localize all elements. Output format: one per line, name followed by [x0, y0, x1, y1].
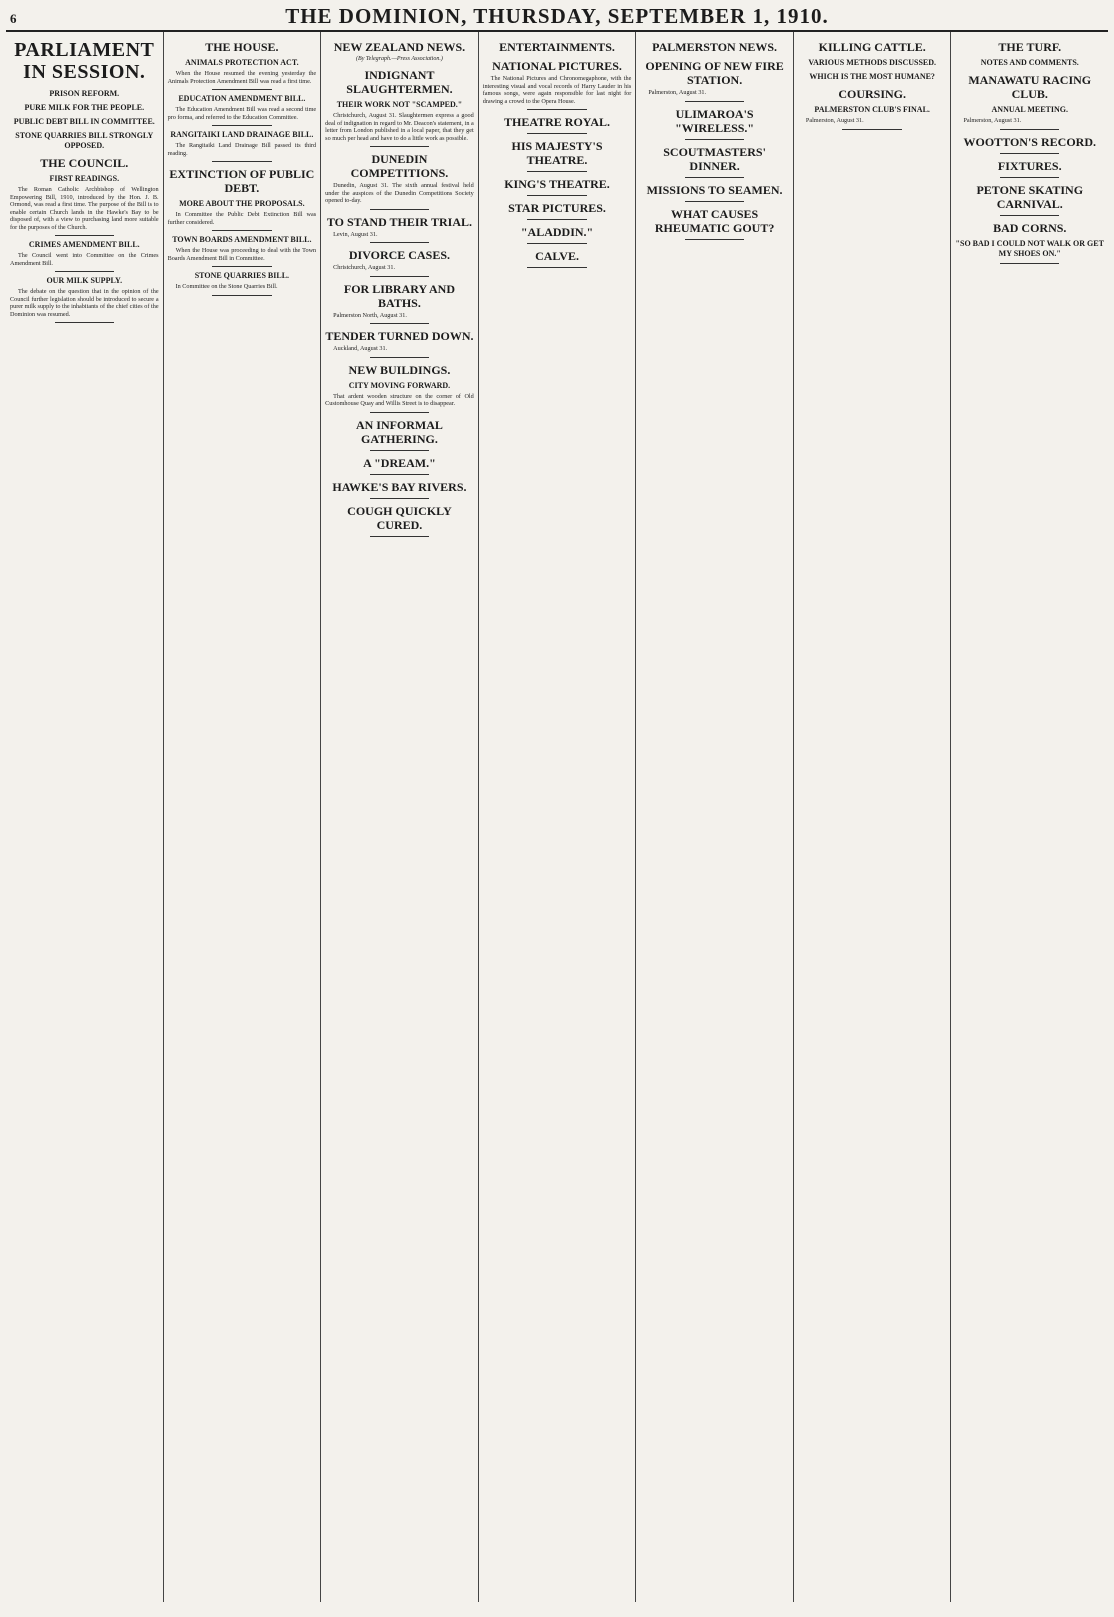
rule-divider: [685, 239, 744, 240]
rule-divider: [1000, 153, 1059, 154]
article: [955, 221, 1104, 264]
column-6: [794, 32, 952, 1602]
article: [955, 183, 1104, 216]
article: [325, 68, 474, 147]
article: [325, 282, 474, 325]
column-2: [164, 32, 322, 1602]
article-subtitle: THEIR WORK NOT "SCAMPED.": [336, 100, 463, 109]
article-text: That ardent wooden structure on the corner of Old Customhouse Quay and Willis Street is to disappear.: [325, 392, 474, 407]
article-title: HAWKE'S BAY RIVERS.: [332, 479, 467, 494]
column-5: [636, 32, 794, 1602]
article-subtitle: CRIMES AMENDMENT BILL.: [28, 240, 140, 249]
article: [168, 40, 317, 90]
article-title: AN INFORMAL GATHERING.: [355, 417, 443, 446]
article: [640, 207, 789, 240]
rule-divider: [1000, 177, 1059, 178]
article-text: When the House resumed the evening yesterday the Animals Protection Amendment Bill was read a first time.: [167, 70, 317, 85]
article-title: TO STAND THEIR TRIAL.: [326, 214, 473, 229]
article: [483, 225, 632, 244]
article: [955, 159, 1104, 178]
article-subtitle: ANIMALS PROTECTION ACT.: [185, 58, 299, 67]
article-title: DIVORCE CASES.: [348, 248, 450, 262]
article: [325, 418, 474, 451]
rule-divider: [527, 219, 586, 220]
article: [168, 130, 317, 162]
article-subtitle: STONE QUARRIES BILL.: [194, 271, 290, 280]
rule-divider: [1000, 263, 1059, 264]
article-text: Palmerston North, August 31.: [333, 311, 407, 319]
article: [955, 73, 1104, 130]
article: [640, 145, 789, 178]
headline-deck: WHICH IS THE MOST HUMANE?: [809, 72, 935, 81]
rule-divider: [370, 146, 429, 147]
article: [798, 87, 947, 130]
newspaper-page: [6, 4, 1108, 1604]
rule-divider: [370, 474, 429, 475]
headline-deck: STONE QUARRIES BILL STRONGLY OPPOSED.: [15, 131, 154, 150]
rule-divider: [842, 129, 901, 130]
article: [640, 183, 789, 202]
article-subtitle: TOWN BOARDS AMENDMENT BILL.: [172, 235, 312, 244]
rule-divider: [212, 161, 271, 162]
article-title: WHAT CAUSES RHEUMATIC GOUT?: [654, 206, 775, 235]
article-title: KING'S THEATRE.: [504, 177, 610, 191]
article-title: PETONE SKATING CARNIVAL.: [976, 182, 1084, 211]
article-text: Dunedin, August 31. The sixth annual festival held under the auspices of the Dunedin Competitions Society opened to-day.: [325, 182, 474, 204]
article: [325, 152, 474, 210]
column-headline: PALMERSTON NEWS.: [652, 40, 778, 54]
rule-divider: [685, 101, 744, 102]
article: [483, 115, 632, 134]
rule-divider: [370, 536, 429, 537]
article-title: THE HOUSE.: [205, 40, 279, 54]
rule-divider: [370, 323, 429, 324]
article-text: Palmerston, August 31.: [963, 117, 1022, 124]
rule-divider: [527, 195, 586, 196]
article: [10, 276, 159, 323]
article-text: The Roman Catholic Archbishop of Wellington Empowering Bill, 1910, introduced by the Hon. J. B. Ormond, was read a first time. The purpose of the Bill is to enable certain Church lands in the Hawke's Bay to be disposed of, with a view to purchasing land more suitable for the purposes of the Church.: [10, 186, 159, 231]
column-headline: ENTERTAINMENTS.: [499, 40, 615, 54]
article-title: ULIMAROA'S "WIRELESS.": [675, 106, 755, 135]
article-title: TENDER TURNED DOWN.: [325, 329, 474, 343]
rule-divider: [685, 201, 744, 202]
headline-deck: NOTES AND COMMENTS.: [980, 58, 1079, 67]
article: [483, 59, 632, 110]
article-text: In Committee the Public Debt Extinction Bill was further considered.: [167, 211, 317, 226]
article-text: The debate on the question that in the opinion of the Council further legislation should be introduced to secure a purer milk supply to the inhabitants of the chief cities of the Dominion was resumed.: [10, 288, 159, 318]
article-subtitle: MORE ABOUT THE PROPOSALS.: [179, 199, 305, 208]
article: [10, 156, 159, 236]
rule-divider: [55, 322, 114, 323]
article-title: INDIGNANT SLAUGHTERMEN.: [346, 68, 453, 96]
press-credit: (By Telegraph.—Press Association.): [356, 56, 443, 62]
article-title: EXTINCTION OF PUBLIC DEBT.: [169, 167, 315, 195]
headline-deck: PRISON REFORM.: [49, 89, 120, 98]
article-subtitle: CITY MOVING FORWARD.: [348, 380, 451, 390]
article-subtitle: ANNUAL MEETING.: [991, 105, 1068, 114]
article-text: Auckland, August 31.: [333, 345, 388, 352]
article-title: MANAWATU RACING CLUB.: [968, 73, 1092, 101]
article-title: THE COUNCIL.: [40, 156, 129, 170]
rule-divider: [685, 139, 744, 140]
article: [325, 504, 474, 537]
article: [483, 177, 632, 196]
article-title: NATIONAL PICTURES.: [492, 59, 622, 73]
article: [168, 271, 317, 296]
rule-divider: [527, 171, 586, 172]
article-subtitle: FIRST READINGS.: [49, 174, 120, 183]
article-text: When the House was proceeding to deal with the Town Boards Amendment Bill in Committee.: [167, 247, 317, 262]
page-number: 6: [10, 11, 17, 26]
article-title: MISSIONS TO SEAMEN.: [646, 182, 783, 197]
article-title: BAD CORNS.: [993, 220, 1067, 235]
article: [483, 139, 632, 172]
rule-divider: [370, 412, 429, 413]
rule-divider: [527, 133, 586, 134]
rule-divider: [527, 267, 586, 268]
article-subtitle: OUR MILK SUPPLY.: [46, 276, 123, 285]
article-title: OPENING OF NEW FIRE STATION.: [645, 59, 784, 87]
article-title: FIXTURES.: [997, 158, 1062, 173]
article-subtitle: EDUCATION AMENDMENT BILL.: [178, 94, 306, 103]
article: [325, 456, 474, 475]
article-title: HIS MAJESTY'S THEATRE.: [511, 139, 603, 167]
article-text: Palmerston, August 31.: [648, 89, 707, 96]
column-headline: KILLING CATTLE.: [818, 40, 926, 54]
article-text: Christchurch, August 31. Slaughtermen express a good deal of indignation in regard to Mr. Deacon's statement, in a letter from London published in a local paper, that they get so much per head and have to do a little work as possible.: [325, 112, 474, 142]
article-title: DUNEDIN COMPETITIONS.: [350, 152, 449, 180]
rule-divider: [370, 209, 429, 210]
article: [168, 94, 317, 126]
article-subtitle: RANGITAIKI LAND DRAINAGE BILL.: [170, 130, 314, 139]
article: [325, 215, 474, 244]
column-7: [951, 32, 1108, 1602]
article-text: Palmerston, August 31.: [805, 117, 864, 124]
article-title: A "DREAM.": [363, 455, 436, 470]
column-headline: NEW ZEALAND NEWS.: [333, 40, 466, 54]
article-text: Levin, August 31.: [333, 230, 378, 238]
rule-divider: [212, 230, 271, 231]
article-text: The Education Amendment Bill was read a second time pro forma, and referred to the Education Committee.: [167, 106, 317, 121]
article-title: THEATRE ROYAL.: [504, 115, 611, 129]
rule-divider: [212, 266, 271, 267]
article-text: The Rangitaiki Land Drainage Bill passed its third reading.: [167, 142, 317, 157]
article-title: SCOUTMASTERS' DINNER.: [663, 144, 766, 173]
headline-deck: VARIOUS METHODS DISCUSSED.: [808, 58, 937, 67]
article: [10, 240, 159, 272]
article: [168, 235, 317, 267]
article-title: FOR LIBRARY AND BATHS.: [343, 281, 456, 310]
article: [955, 135, 1104, 154]
article-subtitle: "SO BAD I COULD NOT WALK OR GET MY SHOES ON.": [955, 238, 1104, 258]
article-title: CALVE.: [535, 249, 579, 263]
article-title: STAR PICTURES.: [508, 201, 606, 215]
article: [168, 167, 317, 231]
article-text: The Council went into Committee on the Crimes Amendment Bill.: [10, 252, 159, 267]
article-subtitle: PALMERSTON CLUB'S FINAL.: [814, 105, 930, 114]
article-text: Christchurch, August 31.: [333, 264, 396, 271]
rule-divider: [685, 177, 744, 178]
rule-divider: [527, 109, 586, 110]
columns: [6, 32, 1108, 1602]
rule-divider: [1000, 215, 1059, 216]
column-1: [6, 32, 164, 1602]
masthead: [6, 4, 1108, 32]
rule-divider: [370, 242, 429, 243]
article: [483, 249, 632, 268]
article-title: NEW BUILDINGS.: [348, 362, 451, 377]
column-headline: PARLIAMENT IN SESSION.: [14, 39, 155, 83]
rule-divider: [55, 235, 114, 236]
article: [325, 480, 474, 499]
rule-divider: [212, 125, 271, 126]
article-title: COURSING.: [838, 87, 907, 101]
article-title: "ALADDIN.": [520, 225, 594, 239]
rule-divider: [212, 295, 271, 296]
column-headline: THE TURF.: [998, 40, 1062, 54]
article: [640, 107, 789, 140]
rule-divider: [370, 450, 429, 451]
article: [483, 201, 632, 220]
rule-divider: [55, 271, 114, 272]
headline-deck: PURE MILK FOR THE PEOPLE.: [24, 103, 145, 112]
column-3: [321, 32, 479, 1602]
article: [640, 59, 789, 102]
article: [325, 363, 474, 413]
rule-divider: [370, 276, 429, 277]
rule-divider: [212, 89, 271, 90]
column-4: [479, 32, 637, 1602]
article-title: COUGH QUICKLY CURED.: [347, 503, 452, 532]
article-title: WOOTTON'S RECORD.: [963, 134, 1096, 149]
rule-divider: [1000, 129, 1059, 130]
headline-deck: PUBLIC DEBT BILL IN COMMITTEE.: [13, 117, 155, 126]
article-text: The National Pictures and Chronomegaphone, with the interesting visual and vocal records of Harry Lauder in his famous songs, were again responsible for last night for drawing a crowd to the Opera House.: [482, 75, 632, 105]
article-text: In Committee on the Stone Quarries Bill.: [175, 283, 278, 290]
rule-divider: [527, 243, 586, 244]
rule-divider: [370, 498, 429, 499]
article: [325, 248, 474, 277]
rule-divider: [370, 357, 429, 358]
masthead-title: THE DOMINION, THURSDAY, SEPTEMBER 1, 1910.: [285, 4, 829, 28]
article: [325, 329, 474, 358]
